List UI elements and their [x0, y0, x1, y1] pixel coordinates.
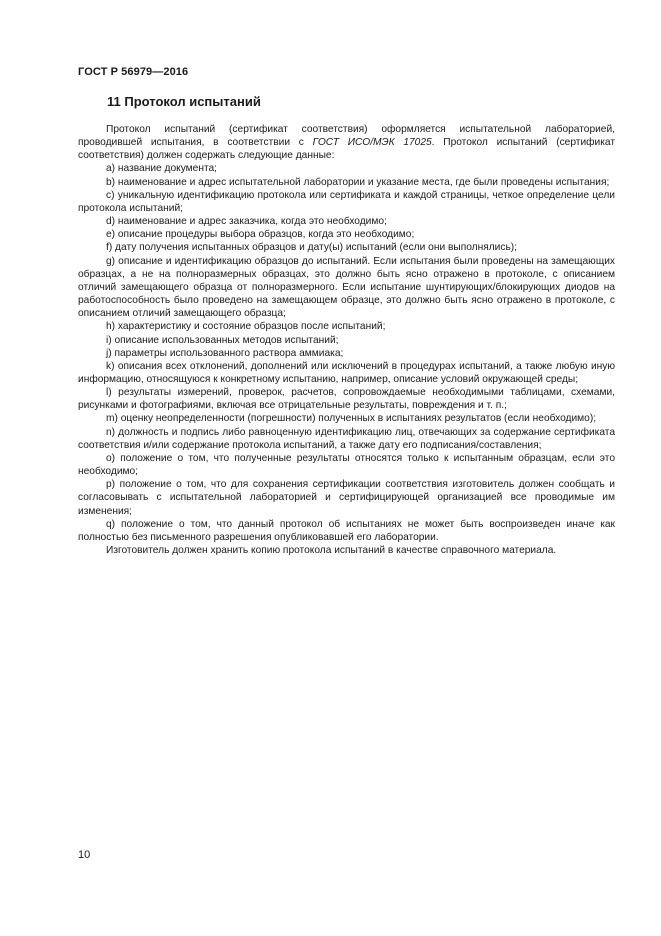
- list-item-d: d) наименование и адрес заказчика, когда это необходимо;: [106, 216, 387, 228]
- list-item-e: e) описание процедуры выбора образцов, когда это необходимо;: [106, 229, 415, 241]
- list-item-f: f) дату получения испытанных образцов и дату(ы) испытаний (если они выполнялись);: [106, 242, 518, 254]
- list-item-a: a) название документа;: [106, 163, 218, 175]
- intro-text-part1: Протокол испытаний (сертификат соответствия) оформляется испытательной лабораторией, проводившей испытания, в соответствии с: [78, 124, 615, 149]
- page-number: 10: [78, 849, 91, 861]
- list-item-b: b) наименование и адрес испытательной лаборатории и указание места, где были проведены испытания;: [106, 176, 610, 188]
- list-item-k: k) описания всех отклонений, дополнений или исключений в процедурах испытаний, а также любую иную информацию, относящуюся к конкретному испытанию, например, описание условий окружающей среды;: [78, 360, 615, 385]
- list-item-n: n) должность и подпись либо равноценную идентификацию лиц, отвечающих за содержание сертификата соответствия и/или содержание протокола испытаний, а также дату его подписания/составления;: [78, 426, 615, 451]
- closing-paragraph: Изготовитель должен хранить копию протокола испытаний в качестве справочного материала.: [106, 545, 557, 556]
- list-item-h: h) характеристику и состояние образцов после испытаний;: [106, 321, 386, 333]
- list-item-g: g) описание и идентификацию образцов до испытаний. Если испытания были проведены на замещающих образцах, а не на полноразмерных образцах, это должно быть ясно отражено в протоколе, с описанием отличий замещающего образца от полноразмерного. Если испытание шунтирующих/блокирующих диодов на работоспособность было проведено на замещающем образце, это должно быть ясно отражено в протоколе, с описанием отличий замещающего образца;: [78, 255, 615, 320]
- section-body: [78, 123, 615, 557]
- section-title: 11 Протокол испытаний: [107, 94, 261, 109]
- list-item-m: m) оценку неопределенности (погрешности) полученных в испытаниях результатов (если необходимо);: [106, 413, 597, 425]
- list-item-o: o) положение о том, что полученные результаты относятся только к испытанным образцам, если это необходимо;: [78, 452, 615, 478]
- document-header: ГОСТ Р 56979—2016: [78, 66, 189, 78]
- intro-text-part2: . Протокол испытаний (сертификат соответствия) должен содержать следующие данные:: [78, 137, 616, 162]
- standard-reference: ГОСТ ИСО/МЭК 17025: [312, 137, 432, 149]
- list-item-q: q) положение о том, что данный протокол об испытаниях не может быть воспроизведен иначе как полностью без письменного разрешения опубликовавшей его лаборатории.: [78, 518, 615, 543]
- list-item-i: i) описание использованных методов испытаний;: [106, 334, 339, 346]
- intro-paragraph: [78, 123, 615, 162]
- list-item-c: c) уникальную идентификацию протокола или сертификата и каждой страницы, четкое определение цели протокола испытаний;: [78, 189, 615, 214]
- list-item-p: p) положение о том, что для сохранения сертификации соответствия изготовитель должен сообщать и согласовывать с испытательной лабораторией и сертифицирующей организацией все проводимые им изменения;: [78, 479, 615, 517]
- list-item-l: l) результаты измерений, проверок, расчетов, сопровождаемые необходимыми таблицами, схемами, рисунками и фотографиями, включая все отрицательные результаты, повреждения и т. п.;: [78, 387, 615, 412]
- list-item-j: j) параметры использованного раствора аммиака;: [106, 347, 344, 359]
